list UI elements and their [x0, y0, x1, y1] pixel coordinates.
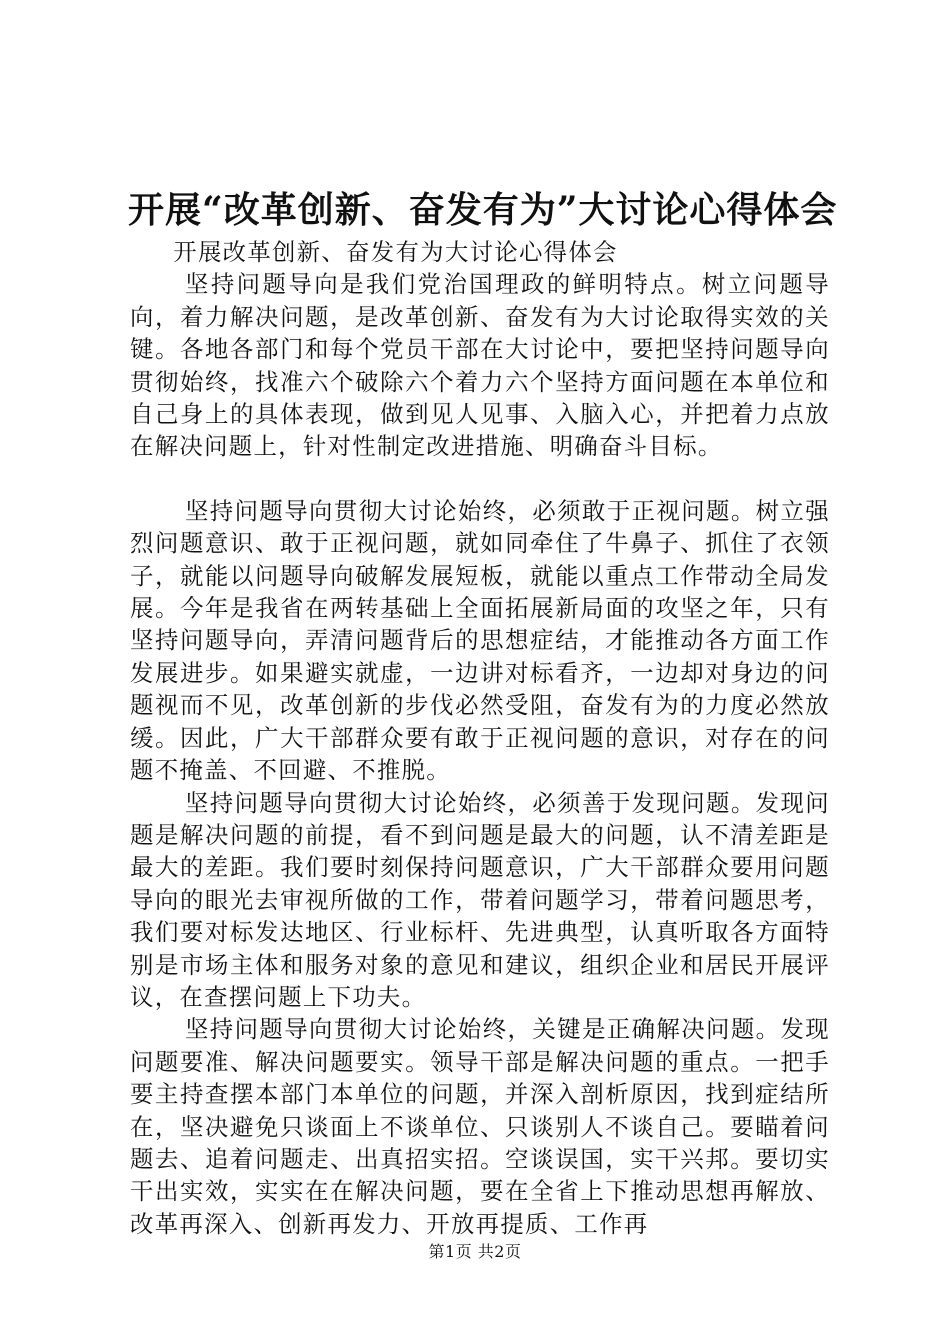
body-paragraph: 坚持问题导向贯彻大讨论始终，关键是正确解决问题。发现问题要准、解决问题要实。领导干部是解决问题的重点。一把手要主持查摆本部门本单位的问题，并深入剖析原因，找到症结所在，坚决避免只谈面上不谈单位、只谈别人不谈自己。要瞄着问题去、追着问题走、出真招实招。空谈误国，实干兴邦。要切实干出实效，实实在在解决问题，要在全省上下推动思想再解放、改革再深入、创新再发力、开放再提质、工作再 — [130, 1015, 830, 1238]
body-paragraph: 坚持问题导向贯彻大讨论始终，必须善于发现问题。发现问题是解决问题的前提，看不到问题是最大的问题，认不清差距是最大的差距。我们要时刻保持问题意识，广大干部群众要用问题导向的眼光去审视所做的工作，带着问题学习，带着问题思考，我们要对标发达地区、行业标杆、先进典型，认真听取各方面特别是市场主体和服务对象的意见和建议，组织企业和居民开展评议，在查摆问题上下功夫。 — [130, 788, 830, 1011]
document-subtitle: 开展改革创新、奋发有为大讨论心得体会 — [173, 238, 618, 266]
page-number-footer: 第1页 共2页 — [428, 1242, 522, 1261]
document-body — [130, 236, 830, 1240]
body-paragraph: 坚持问题导向贯彻大讨论始终，必须敢于正视问题。树立强烈问题意识、敢于正视问题，就如同牵住了牛鼻子、抓住了衣领子，就能以问题导向破解发展短板，就能以重点工作带动全局发展。今年是我省在两转基础上全面拓展新局面的攻坚之年，只有坚持问题导向，弄清问题背后的思想症结，才能推动各方面工作发展进步。如果避实就虚，一边讲对标看齐，一边却对身边的问题视而不见，改革创新的步伐必然受阻，奋发有为的力度必然放缓。因此，广大干部群众要有敢于正视问题的意识，对存在的问题不掩盖、不回避、不推脱。 — [130, 496, 830, 785]
paragraph-spacer — [130, 463, 830, 495]
document-title: 开展“改革创新、奋发有为”大讨论心得体会 — [128, 189, 838, 231]
body-paragraph: 坚持问题导向是我们党治国理政的鲜明特点。树立问题导向，着力解决问题，是改革创新、奋发有为大讨论取得实效的关键。各地各部门和每个党员干部在大讨论中，要把坚持问题导向贯彻始终，找准六个破除六个着力六个坚持方面问题在本单位和自己身上的具体表现，做到见人见事、入脑入心，并把着力点放在解决问题上，针对性制定改进措施、明确奋斗目标。 — [130, 270, 830, 461]
